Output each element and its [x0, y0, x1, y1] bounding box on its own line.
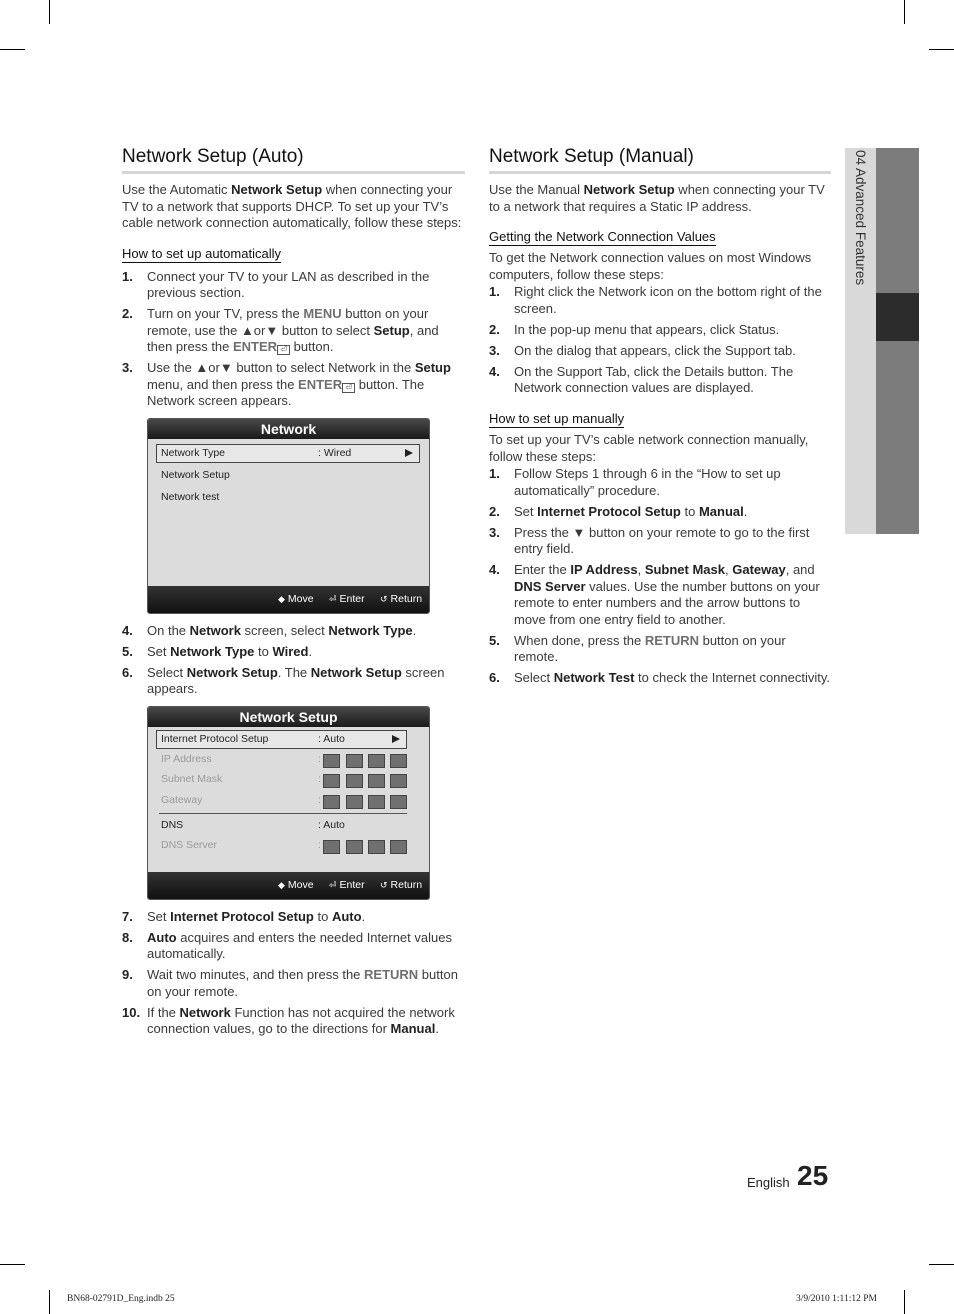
colon: :: [318, 752, 321, 765]
screen-footer: [148, 586, 429, 613]
step-number: 5.: [489, 632, 500, 648]
enter-button-icon: ⏎: [277, 345, 290, 355]
list-item: 5. When done, press the RETURN button on your remote.: [489, 632, 786, 664]
subnet-field: [346, 774, 363, 788]
right-column: [489, 146, 831, 691]
step-number: 7.: [122, 908, 133, 924]
return-icon: ↺: [380, 879, 388, 890]
enter-icon: ⏎: [329, 879, 337, 890]
print-slug-file: BN68-02791D_Eng.indb 25: [67, 1294, 175, 1304]
page-language: English: [747, 1175, 790, 1190]
menu-item: Network test: [161, 490, 220, 503]
dns-field: [346, 840, 363, 854]
updown-icon: ◆: [278, 593, 285, 604]
gateway-field: [346, 795, 363, 809]
footer-return: ↺ Return: [380, 592, 423, 605]
list-item: 4. On the Network screen, select Network Type.: [122, 622, 417, 638]
updown-icon: ◆: [278, 879, 285, 890]
crop-mark: [929, 49, 954, 50]
subheading-auto: How to set up automatically: [122, 245, 281, 261]
steps-list-manual: [489, 466, 831, 687]
ip-field: [323, 754, 340, 768]
network-screen: [147, 418, 430, 614]
step-number: 5.: [122, 643, 133, 659]
colon: :: [318, 838, 321, 851]
list-item: 1. Right click the Network icon on the bottom right of the screen.: [489, 284, 822, 316]
steps-list-c: [122, 909, 465, 1038]
left-column: [122, 146, 465, 1042]
dns-server-label: DNS Server: [161, 838, 218, 851]
list-item: 3. Press the ▼ button on your remote to go to the first entry field.: [489, 524, 810, 556]
subnet-field: [368, 774, 385, 788]
crop-mark: [49, 0, 50, 24]
crop-mark: [929, 1264, 954, 1265]
step-number: 1.: [489, 284, 500, 299]
getting-values-intro: To get the Network connection values on most Windows computers, follow these steps:: [489, 250, 812, 282]
footer-return: ↺ Return: [380, 878, 423, 891]
side-tab-strip: [876, 148, 919, 534]
footer-move: ◆ Move: [278, 592, 314, 605]
ips-label: Internet Protocol Setup: [161, 732, 269, 745]
list-item: 3. Use the ▲or▼ button to select Network in the Setup menu, and then press the ENTER ⏎ button. The Network screen appears.: [122, 360, 451, 408]
gateway-label: Gateway: [161, 793, 203, 806]
list-item: 6. Select Network Test to check the Internet connectivity.: [489, 670, 831, 685]
ip-address-label: IP Address: [161, 752, 212, 765]
crop-mark: [0, 1264, 25, 1265]
crop-mark: [0, 49, 25, 50]
subnet-field: [390, 774, 407, 788]
list-item: 3. On the dialog that appears, click the Support tab.: [489, 342, 796, 358]
steps-list-b: [122, 623, 465, 698]
step-number: 9.: [122, 967, 133, 982]
crop-mark: [904, 1290, 905, 1314]
list-item: 2. In the pop-up menu that appears, click Status.: [489, 321, 780, 337]
steps-list-a: [122, 269, 465, 410]
step-number: 8.: [122, 929, 133, 945]
list-item: 9. Wait two minutes, and then press the RETURN button on your remote.: [122, 967, 458, 999]
network-screen-title: Network: [148, 419, 429, 439]
section-title-auto: Network Setup (Auto): [122, 146, 465, 174]
steps-list-getting-values: [489, 284, 831, 397]
ips-value: : Auto: [318, 732, 345, 745]
step-number: 1.: [489, 466, 500, 481]
step-number: 2.: [489, 503, 500, 519]
dns-field: [368, 840, 385, 854]
list-item: 8. Auto acquires and enters the needed Internet values automatically.: [122, 929, 452, 961]
list-item: 4. On the Support Tab, click the Details button. The Network connection values are displayed.: [489, 363, 794, 395]
step-number: 4.: [122, 622, 133, 638]
enter-icon: ⏎: [329, 593, 337, 604]
step-number: 3.: [489, 524, 500, 540]
list-item: 5. Set Network Type to Wired.: [122, 643, 313, 659]
screen-footer: [148, 872, 429, 899]
list-item: 10. If the Network Function has not acquired the network connection values, go to the directions for Manual.: [122, 1004, 455, 1036]
step-number: 4.: [489, 363, 500, 379]
network-setup-screen: [147, 706, 430, 900]
colon: :: [318, 793, 321, 806]
step-number: 3.: [122, 360, 133, 375]
intro-manual: Use the Manual Network Setup when connecting your TV to a network that requires a Static IP address.: [489, 182, 825, 214]
list-item: 7. Set Internet Protocol Setup to Auto.: [122, 908, 366, 924]
step-number: 1.: [122, 268, 133, 284]
gateway-field: [323, 795, 340, 809]
subnet-field: [323, 774, 340, 788]
ip-field: [368, 754, 385, 768]
list-item: 1. Connect your TV to your LAN as described in the previous section.: [122, 268, 430, 300]
enter-button-icon: ⏎: [342, 383, 355, 393]
dns-value: : Auto: [318, 818, 345, 831]
side-tab-active: [876, 293, 919, 341]
dns-field: [390, 840, 407, 854]
ip-field: [390, 754, 407, 768]
ip-field: [346, 754, 363, 768]
step-number: 6.: [122, 664, 133, 680]
list-item: 1. Follow Steps 1 through 6 in the “How to set up automatically” procedure.: [489, 466, 781, 498]
step-number: 6.: [489, 670, 500, 685]
return-icon: ↺: [380, 593, 388, 604]
subheading-getting-values: Getting the Network Connection Values: [489, 229, 716, 244]
step-number: 2.: [489, 321, 500, 337]
crop-mark: [49, 1290, 50, 1314]
step-number: 10.: [122, 1004, 141, 1020]
menu-item: Network Type: [161, 446, 225, 459]
intro-auto: Use the Automatic Network Setup when connecting your TV to a network that supports DHCP. To set up your TV’s cable network connection automatically, follow these steps:: [122, 182, 462, 230]
section-title-manual: Network Setup (Manual): [489, 146, 831, 174]
colon: :: [318, 772, 321, 785]
step-number: 4.: [489, 562, 500, 577]
step-number: 3.: [489, 342, 500, 358]
crop-mark: [904, 0, 905, 24]
footer-move: ◆ Move: [278, 878, 314, 891]
page-number: 25: [797, 1160, 829, 1191]
list-item: 2. Set Internet Protocol Setup to Manual.: [489, 503, 748, 519]
list-item: 2. Turn on your TV, press the MENU button on your remote, use the ▲or▼ button to select Setup, and then press the ENTER ⏎ button.: [122, 306, 439, 354]
list-item: 4. Enter the IP Address, Subnet Mask, Gateway, and DNS Server values. Use the number buttons on your remote to enter numbers and the arrow buttons to move from one entry field to another.: [489, 562, 820, 627]
subnet-mask-label: Subnet Mask: [161, 772, 223, 785]
network-setup-screen-title: Network Setup: [148, 707, 429, 727]
manual-intro: To set up your TV’s cable network connection manually, follow these steps:: [489, 432, 809, 464]
dns-field: [323, 840, 340, 854]
right-arrow-icon: [405, 449, 413, 457]
step-number: 2.: [122, 306, 133, 321]
network-type-value: : Wired: [318, 446, 352, 459]
right-arrow-icon: [392, 735, 400, 743]
footer-enter: ⏎ Enter: [329, 878, 365, 891]
footer-enter: ⏎ Enter: [329, 592, 365, 605]
gateway-field: [368, 795, 385, 809]
list-item: 6. Select Network Setup. The Network Setup screen appears.: [122, 664, 445, 696]
print-slug-date: 3/9/2010 1:11:12 PM: [796, 1294, 877, 1304]
gateway-field: [390, 795, 407, 809]
dns-label: DNS: [161, 818, 184, 831]
divider: [159, 813, 407, 814]
subheading-manual: How to set up manually: [489, 411, 625, 426]
chapter-label: 04 Advanced Features: [853, 150, 868, 286]
menu-item: Network Setup: [161, 468, 230, 481]
